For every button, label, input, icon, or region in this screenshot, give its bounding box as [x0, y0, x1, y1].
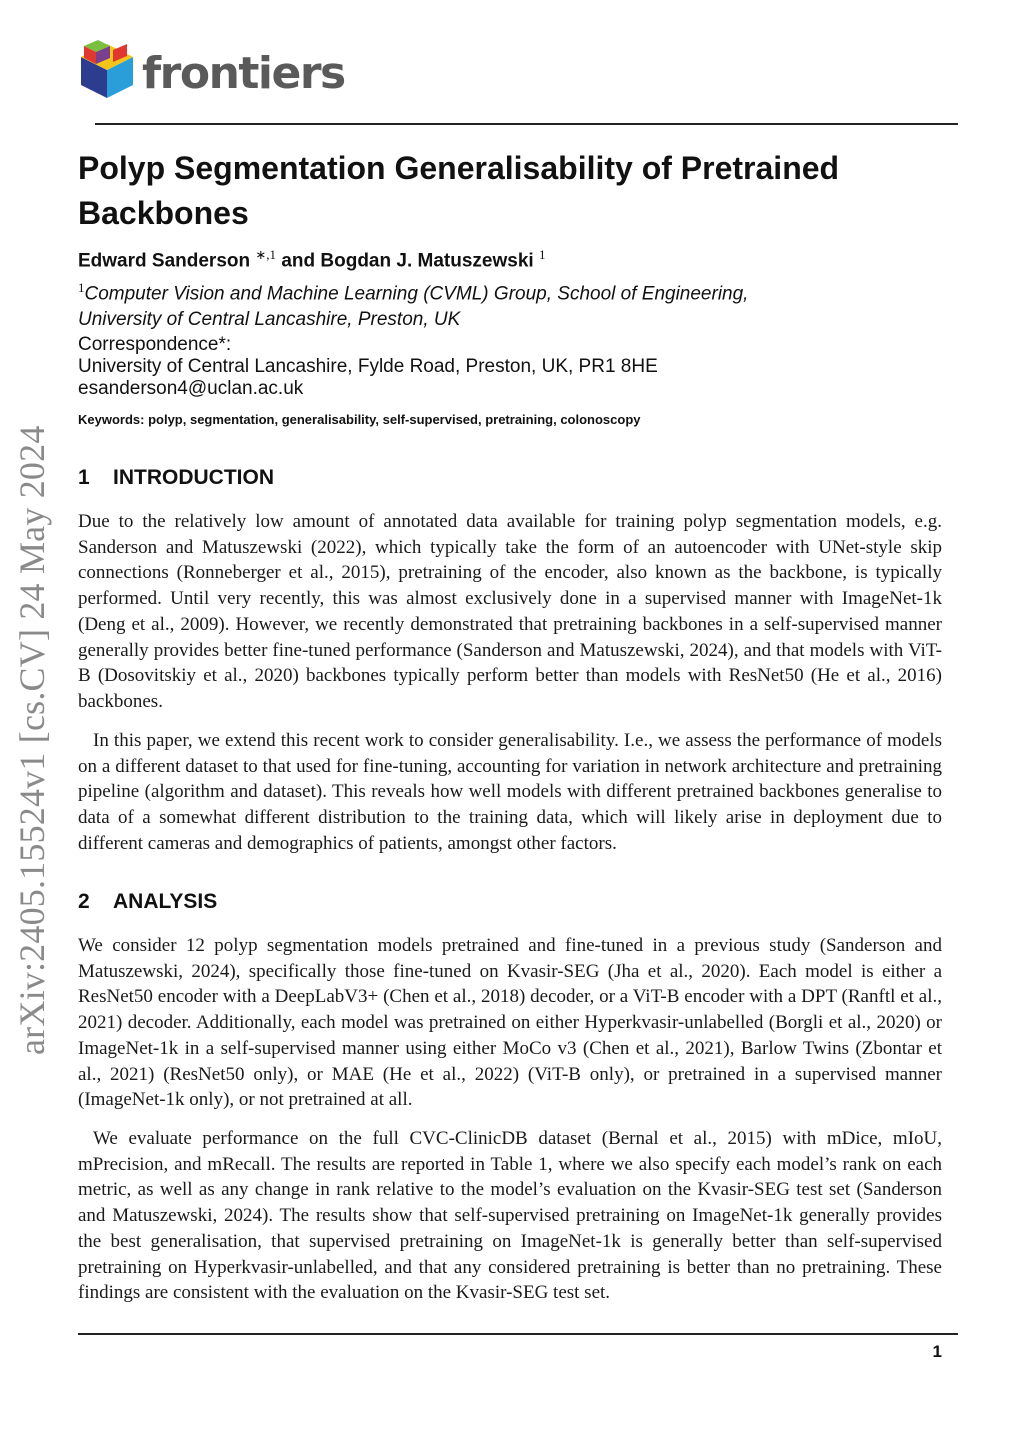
affiliation-line: Computer Vision and Machine Learning (CVML) Group, School of Engineering, — [84, 283, 749, 305]
journal-logo — [78, 40, 345, 108]
keywords: Keywords: polyp, segmentation, generalisability, self-supervised, pretraining, colonoscopy — [78, 412, 641, 427]
author-list — [78, 243, 545, 273]
paragraph: We consider 12 polyp segmentation models pretrained and fine-tuned in a previous study (Sanderson and Matuszewski, 2024), specifically those fine-tuned on Kvasir-SEG (Jha et al., 2020). Each model is either a ResNet50 encoder with a DeepLabV3+ (Chen et al., 2018) decoder, or a ViT-B encoder with a DPT (Ranftl et al., 2021) decoder. Additionally, each model was pretrained on either Hyperkvasir-unlabelled (Borgli et al., 2020) or ImageNet-1k in a self-supervised manner using either MoCo v3 (Chen et al., 2021), Barlow Twins (Zbontar et al., 2021) (ResNet50 only), or MAE (He et al., 2022) (ViT-B only), or pretrained in a supervised manner (ImageNet-1k only), or not pretrained at all. — [78, 935, 942, 1111]
correspondence — [78, 334, 658, 400]
paragraph: In this paper, we extend this recent work to consider generalisability. I.e., we assess the performance of models on a different dataset to that used for fine-tuning, accounting for variation in network architecture and pretraining pipeline (algorithm and dataset). This reveals how well models with different pretrained backbones generalise to data of a somewhat different distribution to the training data, which will likely arise in deployment due to different cameras and demographics of patients, amongst other factors. — [78, 730, 942, 854]
affiliation-line: University of Central Lancashire, Preston, UK — [78, 309, 461, 331]
section-heading — [78, 465, 274, 491]
author-joiner: and — [281, 250, 316, 272]
arxiv-identifier: arXiv:2405.15524v1 [cs.CV] 24 May 2024 — [12, 425, 52, 1055]
header-rule — [95, 123, 958, 125]
correspondence-address: University of Central Lancashire, Fylde Road, Preston, UK, PR1 8HE — [78, 356, 658, 377]
frontiers-cube-icon — [78, 40, 136, 108]
paragraph: We evaluate performance on the full CVC-ClinicDB dataset (Bernal et al., 2015) with mDice, mIoU, mPrecision, and mRecall. The results are reported in Table 1, where we also specify each model’s rank on each metric, as well as any change in rank relative to the model’s evaluation on the Kvasir-SEG test set (Sanderson and Matuszewski, 2024). The results show that self-supervised pretraining on ImageNet-1k generally provides the best generalisation, that supervised pretraining on ImageNet-1k is generally better than self-supervised pretraining on Hyperkvasir-unlabelled, and that any considered pretraining is better than no pretraining. These findings are consistent with the evaluation on the Kvasir-SEG test set. — [78, 1128, 942, 1304]
section-title: INTRODUCTION — [113, 466, 274, 489]
correspondence-email[interactable]: esanderson4@uclan.ac.uk — [78, 378, 304, 399]
author-affiliation-marker: 1 — [538, 247, 546, 262]
section-heading — [78, 889, 217, 915]
section-title: ANALYSIS — [113, 890, 218, 913]
author-name: Bogdan J. Matuszewski — [320, 250, 534, 272]
author-affiliation-marker: ∗,1 — [255, 247, 277, 262]
paragraph: Due to the relatively low amount of annotated data available for training polyp segmentation models, e.g. Sanderson and Matuszewski (2022), which typically take the form of an autoencoder with UNet-style skip connections (Ronneberger et al., 2015), pretraining of the encoder, also known as the backbone, is typically performed. Until very recently, this was almost exclusively done in a supervised manner with ImageNet-1k (Deng et al., 2009). However, we recently demonstrated that pretraining backbones in a self-supervised manner generally provides better fine-tuned performance (Sanderson and Matuszewski, 2024), and that models with ViT-B (Dosovitskiy et al., 2020) backbones typically perform better than models with ResNet50 (He et al., 2016) backbones. — [78, 511, 942, 712]
logo-wordmark: frontiers — [142, 48, 345, 99]
page-number: 1 — [932, 1342, 942, 1361]
affiliation-marker: 1 — [78, 280, 85, 295]
section-number: 2 — [78, 890, 90, 913]
section-number: 1 — [78, 466, 90, 489]
affiliation — [78, 275, 898, 333]
correspondence-label: Correspondence*: — [78, 334, 232, 355]
author-name: Edward Sanderson — [78, 250, 251, 272]
footer-rule — [78, 1333, 958, 1335]
paper-title: Polyp Segmentation Generalisability of Pretrained Backbones — [78, 150, 840, 231]
